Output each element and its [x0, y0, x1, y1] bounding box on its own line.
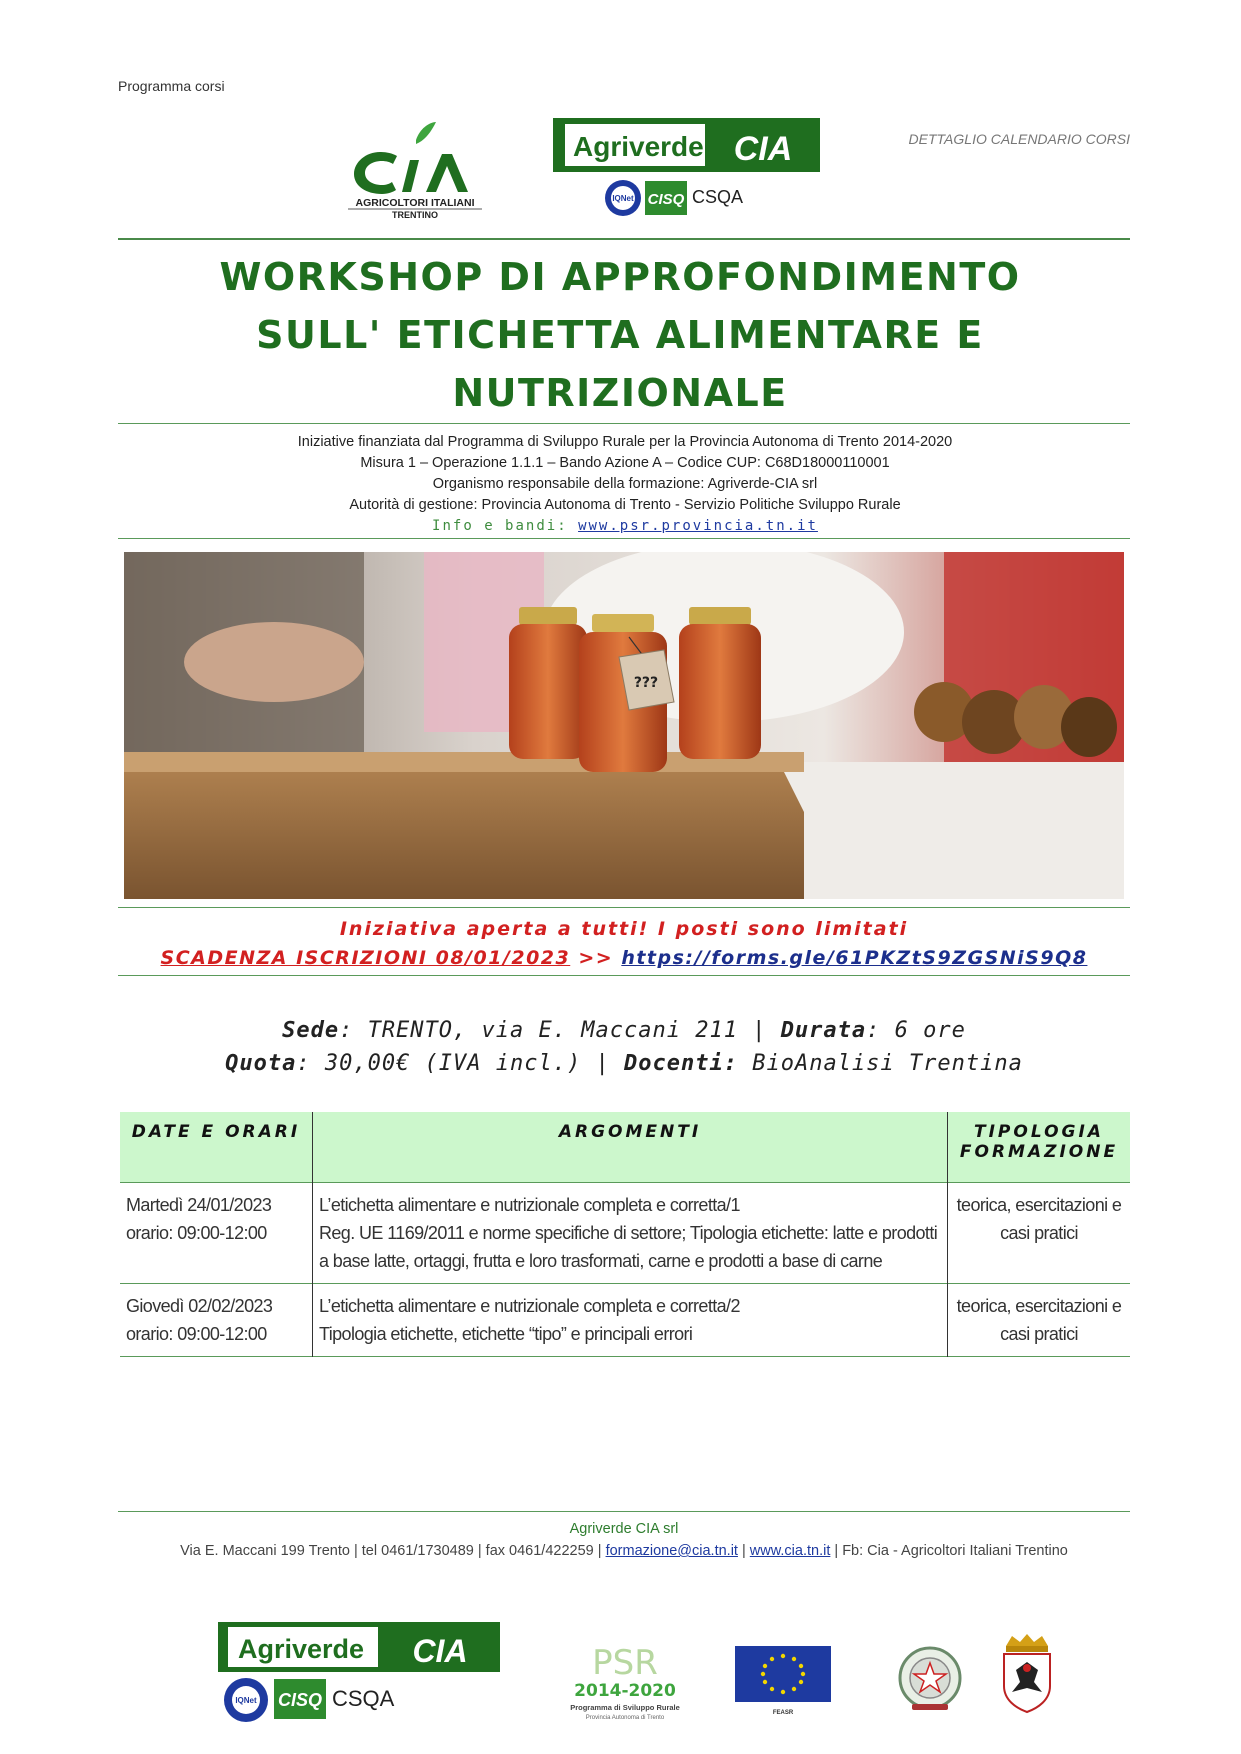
header-topics: ARGOMENTI	[313, 1112, 948, 1183]
deadline-arrow: >>	[570, 947, 622, 969]
sede-value: : TRENTO, via E. Maccani 211 |	[339, 1018, 781, 1043]
title-line-3: NUTRIZIONALE	[452, 371, 788, 415]
footer-agriverde-mark: CIA	[412, 1633, 468, 1669]
psr-subcaption: Provincia Autonoma di Trento	[585, 1715, 665, 1721]
row-topic-cell	[313, 1183, 948, 1284]
deadline-text: SCADENZA ISCRIZIONI 08/01/2023	[160, 947, 571, 969]
quota-value: : 30,00€ (IVA incl.) |	[296, 1051, 624, 1076]
funding-line-1: Iniziative finanziata dal Programma di Sviluppo Rurale per la Provincia Autonoma di Trento 2014-2020	[297, 434, 953, 450]
row-type: teorica, esercitazioni e casi pratici	[956, 1195, 1122, 1243]
row-date: Giovedì 02/02/2023	[126, 1296, 273, 1316]
row-topic-cell	[313, 1284, 948, 1357]
cia-logo-line1: AGRICOLTORI ITALIANI	[355, 197, 475, 209]
info-label: Info e bandi:	[432, 518, 579, 534]
program-label: Programma corsi	[118, 78, 225, 94]
iqnet-text: IQNet	[612, 194, 634, 203]
agriverde-brand: Agriverde	[573, 131, 704, 162]
psr-caption: Programma di Sviluppo Rurale	[570, 1703, 680, 1712]
row-time: orario: 09:00-12:00	[126, 1324, 267, 1344]
divider-footer	[118, 1511, 1130, 1512]
footer-iqnet-text: IQNet	[235, 1696, 257, 1705]
footer-contacts	[118, 1543, 1130, 1559]
registration-form-link[interactable]: https://forms.gle/61PKZtS9ZGSNiS9Q8	[621, 947, 1088, 969]
row-type: teorica, esercitazioni e casi pratici	[956, 1296, 1122, 1344]
footer-website-link[interactable]: www.cia.tn.it	[749, 1543, 831, 1559]
row-topic-detail: Tipologia etichette, etichette “tipo” e principali errori	[319, 1324, 693, 1344]
footer-address: Via E. Maccani 199 Trento |	[180, 1543, 362, 1559]
trentino-coat-of-arms-icon	[1004, 1634, 1050, 1712]
registration-deadline	[118, 947, 1130, 969]
eu-flag-icon	[735, 1646, 831, 1716]
footer-agriverde-brand: Agriverde	[238, 1634, 365, 1664]
csqa-text: CSQA	[692, 187, 744, 207]
row-time: orario: 09:00-12:00	[126, 1223, 267, 1243]
footer-cisq-text: CISQ	[277, 1690, 323, 1710]
funding-line-2: Misura 1 – Operazione 1.1.1 – Bando Azione A – Codice CUP: C68D18000110001	[360, 455, 890, 471]
row-topic-title: L’etichetta alimentare e nutrizionale completa e corretta/2	[319, 1296, 740, 1316]
footer-csqa-text: CSQA	[332, 1686, 395, 1711]
docenti-value: BioAnalisi Trentina	[737, 1051, 1023, 1076]
title-line-1: WORKSHOP DI APPROFONDIMENTO	[219, 255, 1021, 299]
row-date: Martedì 24/01/2023	[126, 1195, 272, 1215]
tag-text: ???	[633, 675, 659, 691]
footer-sep: |	[737, 1543, 750, 1559]
row-date-cell	[120, 1284, 313, 1357]
footer-logos	[118, 1620, 1130, 1730]
header-dates: DATE E ORARI	[120, 1112, 313, 1183]
quota-label: Quota	[225, 1051, 297, 1076]
svg-text:PSR: PSR	[592, 1643, 658, 1683]
footer-phone: tel 0461/1730489 | fax 0461/422259 |	[361, 1543, 606, 1559]
info-line	[200, 516, 1050, 537]
header-type: TIPOLOGIA FORMAZIONE	[948, 1112, 1131, 1183]
italian-republic-emblem-icon	[900, 1648, 960, 1710]
question-tag-icon	[619, 650, 674, 710]
row-topic-detail: Reg. UE 1169/2011 e norme specifiche di settore; Tipologia etichette: latte e prodotti a base latte, ortaggi, frutta e loro trasformati, carne e prodotti a base di carne	[319, 1223, 938, 1271]
page-title	[170, 248, 1070, 422]
durata-label: Durata	[780, 1018, 867, 1043]
agriverde-logo	[553, 118, 823, 218]
footer-agriverde-logo	[218, 1622, 500, 1722]
footer-social: | Fb: Cia - Agricoltori Italiani Trentino	[830, 1543, 1068, 1559]
divider-top	[118, 238, 1130, 240]
psr-years: 2014-2020	[574, 1681, 676, 1701]
funding-line-3: Organismo responsabile della formazione: Agriverde-CIA srl	[432, 476, 818, 492]
title-line-2: SULL' ETICHETTA ALIMENTARE E	[256, 313, 984, 357]
divider-registration	[118, 975, 1130, 976]
funding-line-4: Autorità di gestione: Provincia Autonoma di Trento - Servizio Politiche Sviluppo Rurale	[349, 497, 901, 513]
psr-website-link[interactable]: www.psr.provincia.tn.it	[578, 518, 818, 534]
cia-leaf-mark	[354, 122, 468, 194]
psr-logo	[570, 1643, 680, 1721]
divider-photo	[118, 907, 1130, 908]
jar-right	[679, 607, 761, 759]
divider-funding	[118, 538, 1130, 539]
agriverde-mark: CIA	[733, 130, 793, 168]
footer-email-link[interactable]: formazione@cia.tn.it	[605, 1543, 738, 1559]
funding-info	[200, 432, 1050, 537]
cia-logo-line2: TRENTINO	[392, 210, 438, 220]
jar-left	[509, 607, 587, 759]
row-topic-title: L’etichetta alimentare e nutrizionale completa e corretta/1	[319, 1195, 740, 1215]
row-date-cell	[120, 1183, 313, 1284]
table-row	[120, 1183, 1130, 1284]
cia-logo	[340, 110, 490, 220]
docenti-label: Docenti:	[624, 1051, 738, 1076]
venue-duration-line	[118, 1018, 1130, 1043]
footer-company: Agriverde CIA srl	[569, 1521, 679, 1537]
table-row	[120, 1284, 1130, 1357]
cisq-text: CISQ	[647, 191, 685, 208]
durata-value: : 6 ore	[866, 1018, 966, 1043]
jam-jars-photo	[124, 552, 1124, 899]
detail-label: DETTAGLIO CALENDARIO CORSI	[908, 131, 1130, 147]
eu-caption: FEASR	[772, 1710, 794, 1716]
open-initiative-text: Iniziativa aperta a tutti! I posti sono limitati	[339, 918, 909, 940]
fee-teachers-line	[118, 1051, 1130, 1076]
course-schedule-table	[120, 1112, 1130, 1357]
table-header-row	[120, 1112, 1130, 1183]
divider-title	[118, 423, 1130, 424]
sede-label: Sede	[282, 1018, 340, 1043]
